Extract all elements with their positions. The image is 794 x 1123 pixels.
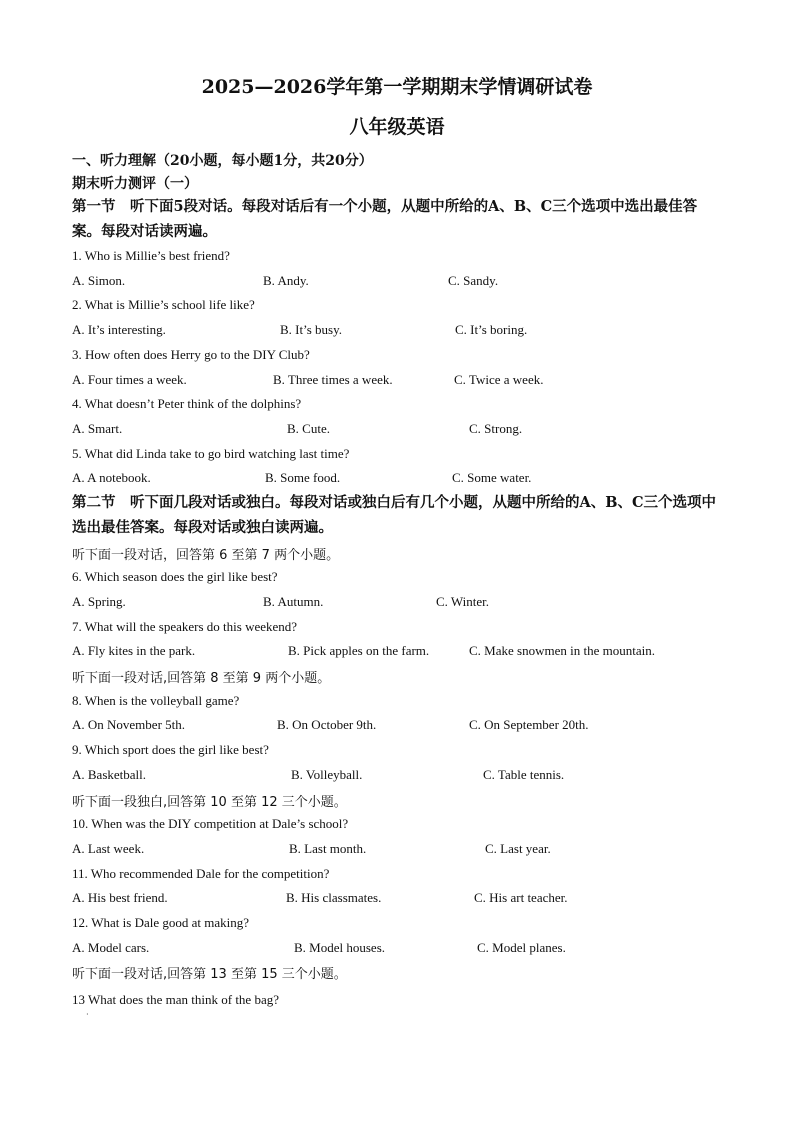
q3-option-b: B. Three times a week. — [273, 372, 393, 387]
q6-option-a: A. Spring. — [72, 594, 126, 609]
q7-option-c: C. Make snowmen in the mountain. — [469, 643, 655, 658]
question-1: 1. Who is Millie’s best friend? — [72, 248, 230, 263]
q3-option-a: A. Four times a week. — [72, 372, 187, 387]
q11-option-c: C. His art teacher. — [474, 890, 568, 905]
part2-instruction: 第二节 听下面几段对话或独白。每段对话或独白后有几个小题，从题中所给的A、B、C三个选项中选出最佳答案。每段对话或独白读两遍。 — [72, 494, 717, 536]
q3-option-c: C. Twice a week. — [454, 372, 544, 387]
q8-option-c: C. On September 20th. — [469, 717, 589, 732]
question-10: 10. When was the DIY competition at Dale’s school? — [72, 816, 349, 831]
q2-option-a: A. It’s interesting. — [72, 322, 166, 337]
question-13: 13 What does the man think of the bag? — [72, 992, 279, 1007]
q10-option-a: A. Last week. — [72, 841, 145, 856]
exam-title: 2025—2026学年第一学期期末学情调研试卷 — [201, 76, 593, 98]
q11-option-b: B. His classmates. — [286, 890, 382, 905]
q9-option-c: C. Table tennis. — [483, 767, 565, 782]
question-2: 2. What is Millie’s school life like? — [72, 297, 255, 312]
q8-option-b: B. On October 9th. — [277, 717, 377, 732]
q7-option-a: A. Fly kites in the park. — [72, 643, 196, 658]
q2-option-b: B. It’s busy. — [280, 322, 342, 337]
q5-option-b: B. Some food. — [265, 470, 341, 485]
q4-option-a: A. Smart. — [72, 421, 123, 436]
q1-option-c: C. Sandy. — [448, 273, 499, 288]
q9-option-a: A. Basketball. — [72, 767, 147, 782]
part1-instruction: 第一节 听下面5段对话。每段对话后有一个小题，从题中所给的A、B、C三个选项中选出最佳答案。每段对话读两遍。 — [72, 198, 698, 240]
listening-note-1: 听下面一段对话，回答第 6 至第 7 两个小题。 — [72, 548, 340, 563]
q8-option-a: A. On November 5th. — [72, 717, 186, 732]
q10-option-c: C. Last year. — [485, 841, 551, 856]
q4-option-c: C. Strong. — [469, 421, 523, 436]
question-7: 7. What will the speakers do this weekend? — [72, 619, 298, 634]
exam-subtitle: 八年级英语 — [349, 116, 445, 138]
q1-option-a: A. Simon. — [72, 273, 126, 288]
listening-note-2: 听下面一段对话,回答第 8 至第 9 两个小题。 — [72, 671, 331, 686]
question-9: 9. Which sport does the girl like best? — [72, 742, 269, 757]
q10-option-b: B. Last month. — [289, 841, 367, 856]
q6-option-b: B. Autumn. — [263, 594, 324, 609]
stray-mark: · — [86, 1010, 89, 1019]
q9-option-b: B. Volleyball. — [291, 767, 363, 782]
question-3: 3. How often does Herry go to the DIY Club? — [72, 347, 310, 362]
q12-option-b: B. Model houses. — [294, 940, 385, 955]
question-6: 6. Which season does the girl like best? — [72, 569, 278, 584]
question-12: 12. What is Dale good at making? — [72, 915, 250, 930]
listening-note-4: 听下面一段对话,回答第 13 至第 15 三个小题。 — [72, 967, 347, 982]
q2-option-c: C. It’s boring. — [455, 322, 528, 337]
question-5: 5. What did Linda take to go bird watching last time? — [72, 446, 350, 461]
question-11: 11. Who recommended Dale for the competition? — [72, 866, 330, 881]
q6-option-c: C. Winter. — [436, 594, 490, 609]
section-heading: 一、听力理解（20小题，每小题1分，共20分） — [72, 153, 373, 169]
q5-option-a: A. A notebook. — [72, 470, 151, 485]
q12-option-c: C. Model planes. — [477, 940, 566, 955]
q1-option-b: B. Andy. — [263, 273, 309, 288]
q7-option-b: B. Pick apples on the farm. — [288, 643, 430, 658]
question-4: 4. What doesn’t Peter think of the dolphins? — [72, 396, 302, 411]
q11-option-a: A. His best friend. — [72, 890, 168, 905]
listening-note-3: 听下面一段独白,回答第 10 至第 12 三个小题。 — [72, 795, 347, 810]
q12-option-a: A. Model cars. — [72, 940, 150, 955]
section-subheading: 期末听力测评（一） — [72, 176, 198, 192]
q5-option-c: C. Some water. — [452, 470, 532, 485]
q4-option-b: B. Cute. — [287, 421, 330, 436]
question-8: 8. When is the volleyball game? — [72, 693, 240, 708]
